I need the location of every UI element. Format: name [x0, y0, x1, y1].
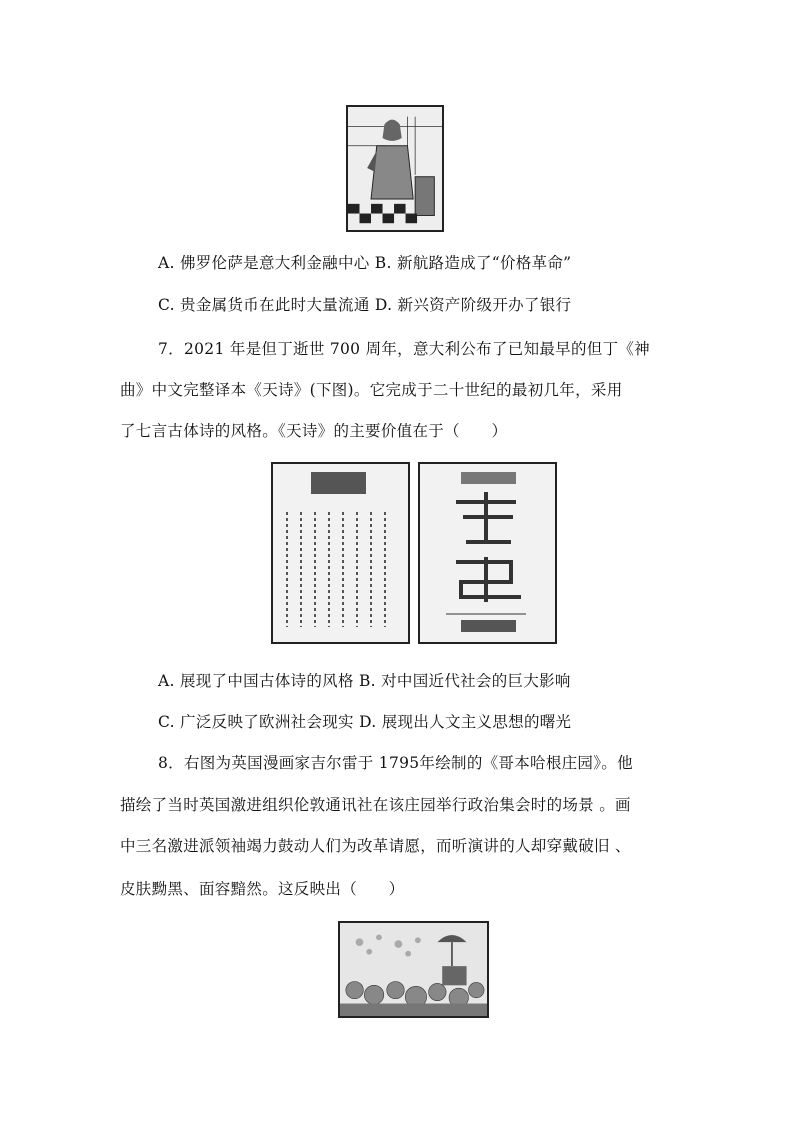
- q8-stem-line-2: 描绘了当时英国激进组织伦敦通讯社在该庄园举行政治集会时的场景 。画: [120, 796, 631, 814]
- q6-options-line-2: [158, 293, 571, 315]
- question-6-illustration: [346, 105, 444, 232]
- q7-option-b: B. 对中国近代社会的巨大影响: [358, 672, 571, 690]
- q7-stem-line-1: 7．2021 年是但丁逝世 700 周年，意大利公布了已知最早的但丁《神: [158, 340, 650, 358]
- q8-stem-line-3: 中三名激进派领袖竭力鼓动人们为改革请愿，而听演讲的人却穿戴破旧 、: [120, 837, 631, 855]
- q7-option-c: C. 广泛反映了欧洲社会现实: [158, 713, 354, 731]
- q7-option-a: A. 展现了中国古体诗的风格: [158, 672, 354, 690]
- q6-option-c: C. 贵金属货币在此时大量流通: [158, 296, 370, 314]
- q7-options-line-1: [158, 669, 571, 691]
- q8-stem-line-4: 皮肤黝黑、面容黯然。这反映出（ ）: [120, 880, 405, 898]
- question-7-book-pages: [271, 462, 558, 644]
- question-8-caricature: [338, 921, 489, 1018]
- q7-stem-line-3: 了七言古体诗的风格。《天诗》的主要价值在于（ ）: [120, 422, 508, 440]
- q7-stem-line-2: 曲》中文完整译本《天诗》(下图)。它完成于二十世纪的最初几年，采用: [120, 381, 623, 399]
- q8-stem-line-1: 8．右图为英国漫画家吉尔雷于 1795年绘制的《哥本哈根庄园》。他: [158, 754, 633, 772]
- q7-option-d: D. 展现出人文主义思想的曙光: [359, 713, 572, 731]
- q7-options-line-2: [158, 710, 571, 732]
- q6-option-a: A. 佛罗伦萨是意大利金融中心: [158, 254, 370, 272]
- q6-option-b: B. 新航路造成了“价格革命”: [374, 254, 572, 272]
- q6-options-line-1: [158, 251, 571, 273]
- q6-option-d: D. 新兴资产阶级开办了银行: [374, 296, 572, 314]
